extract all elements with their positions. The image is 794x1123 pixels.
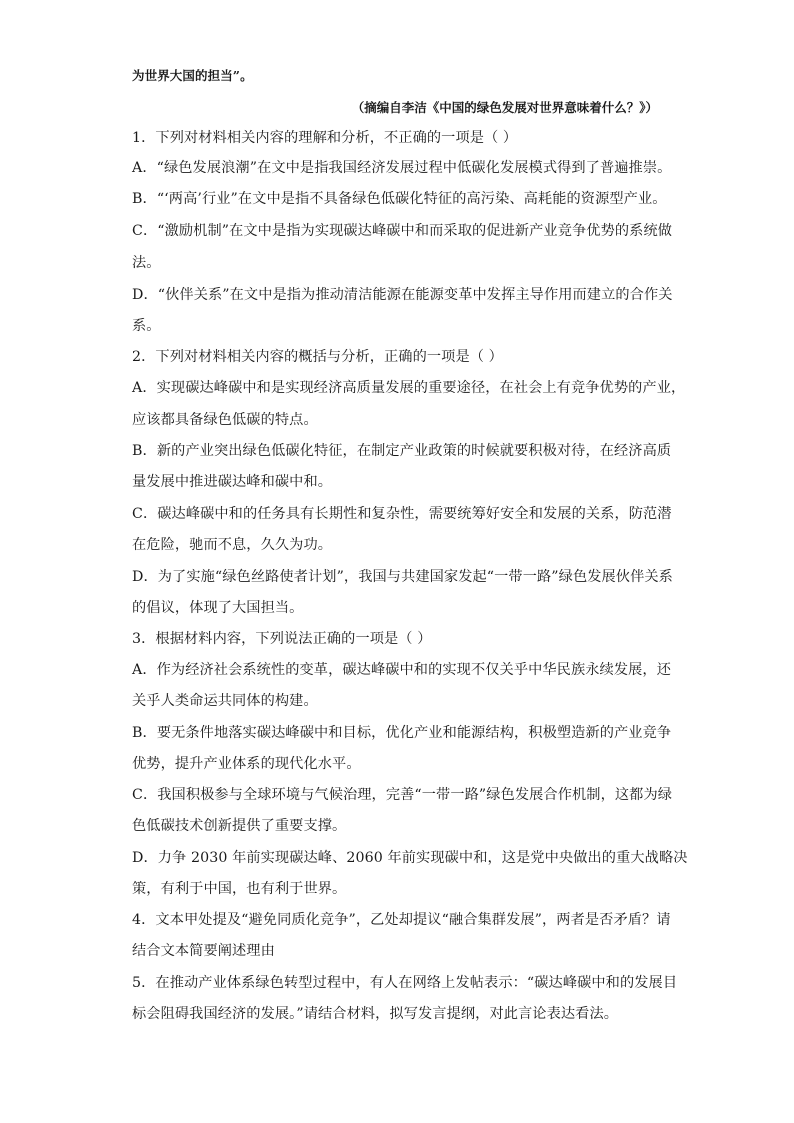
q1-option-b: B．“‘两高’行业”在文中是指不具备绿色低碳化特征的高污染、高耗能的资源型产业。 bbox=[132, 191, 667, 207]
q2-option-d-cont: 的倡议，体现了大国担当。 bbox=[132, 600, 304, 616]
q2-option-d: D．为了实施“绿色丝路使者计划”，我国与共建国家发起“一带一路”绿色发展伙伴关系 bbox=[132, 569, 673, 585]
question-4-stem: 4．文本甲处提及“避免同质化竞争”，乙处却提议“融合集群发展”，两者是否矛盾？请 bbox=[132, 912, 671, 928]
q2-option-b: B．新的产业突出绿色低碳化特征，在制定产业政策的时候就要积极对待，在经济高质 bbox=[132, 443, 672, 459]
question-4-stem-cont: 结合文本简要阐述理由 bbox=[132, 943, 275, 959]
q2-option-c: C．碳达峰碳中和的任务具有长期性和复杂性，需要统筹好安全和发展的关系，防范潜 bbox=[132, 506, 672, 522]
question-1-stem: 1．下列对材料相关内容的理解和分析，不正确的一项是（ ） bbox=[132, 130, 518, 146]
q2-option-b-cont: 量发展中推进碳达峰和碳中和。 bbox=[132, 474, 333, 490]
q3-option-d: D．力争 2030 年前实现碳达峰、2060 年前实现碳中和，这是党中央做出的重大战略决 bbox=[132, 850, 688, 866]
question-2-stem: 2．下列对材料相关内容的概括与分析，正确的一项是（ ） bbox=[132, 349, 503, 365]
q1-option-c: C．“激励机制”在文中是指为实现碳达峰碳中和而采取的促进新产业竞争优势的系统做 bbox=[132, 223, 673, 239]
question-5-stem-cont: 标会阻碍我国经济的发展。”请结合材料，拟写发言提纲，对此言论表达看法。 bbox=[132, 1006, 619, 1022]
q3-option-a: A．作为经济社会系统性的变革，碳达峰碳中和的实现不仅关乎中华民族永续发展，还 bbox=[132, 662, 671, 678]
q3-option-d-cont: 策，有利于中国，也有利于世界。 bbox=[132, 881, 347, 897]
q1-option-d-cont: 系。 bbox=[132, 318, 161, 334]
q2-option-a-cont: 应该都具备绿色低碳的特点。 bbox=[132, 412, 318, 428]
q3-option-c-cont: 色低碳技术创新提供了重要支撑。 bbox=[132, 818, 347, 834]
q2-option-c-cont: 在危险，驰而不息，久久为功。 bbox=[132, 537, 333, 553]
question-5-stem: 5．在推动产业体系绿色转型过程中，有人在网络上发帖表示：“碳达峰碳中和的发展目 bbox=[132, 975, 678, 991]
q1-option-d: D．“伙伴关系”在文中是指为推动清洁能源在能源变革中发挥主导作用而建立的合作关 bbox=[132, 287, 673, 303]
q1-option-a: A．“绿色发展浪潮”在文中是指我国经济发展过程中低碳化发展模式得到了普遍推崇。 bbox=[132, 160, 672, 176]
source-citation: （摘编自李洁《中国的绿色发展对世界意味着什么？》） bbox=[351, 100, 658, 115]
q3-option-c: C．我国积极参与全球环境与气候治理，完善“一带一路”绿色发展合作机制，这都为绿 bbox=[132, 787, 673, 803]
q3-option-b: B．要无条件地落实碳达峰碳中和目标，优化产业和能源结构，积极塑造新的产业竞争 bbox=[132, 725, 672, 741]
intro-tail-line: 为世界大国的担当”。 bbox=[132, 68, 253, 83]
question-3-stem: 3．根据材料内容，下列说法正确的一项是（ ） bbox=[132, 631, 432, 647]
q3-option-a-cont: 关乎人类命运共同体的构建。 bbox=[132, 693, 318, 709]
q2-option-a: A．实现碳达峰碳中和是实现经济高质量发展的重要途径，在社会上有竞争优势的产业， bbox=[132, 380, 686, 396]
q3-option-b-cont: 优势，提升产业体系的现代化水平。 bbox=[132, 756, 361, 772]
q1-option-c-cont: 法。 bbox=[132, 255, 161, 271]
